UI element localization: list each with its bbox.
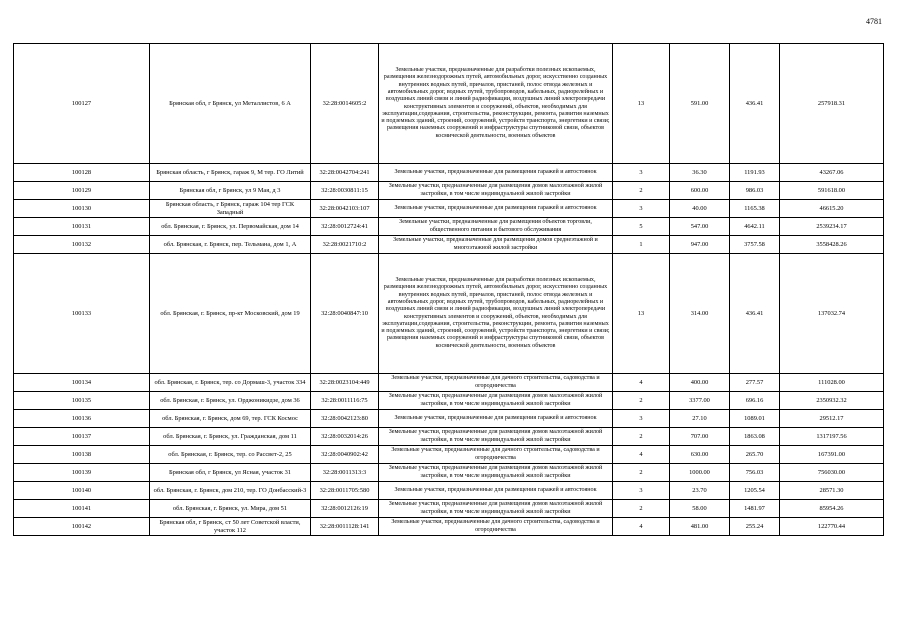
address-cell: Брянская область, г Брянск, гараж 9, М тер. ГО Литий xyxy=(150,164,311,182)
cadastral-number-cell: 32:28:0030811:15 xyxy=(311,182,379,200)
row-number: 100134 xyxy=(14,374,150,392)
purpose-cell: Земельные участки, предназначенные для размещения гаражей и автостоянок xyxy=(379,164,613,182)
group-cell: 2 xyxy=(613,182,670,200)
specific-value-cell: 1205.54 xyxy=(730,482,780,500)
address-cell: Брянская обл, г Брянск, ул Ясная, участок 31 xyxy=(150,464,311,482)
cadastral-value-cell: 1317197.56 xyxy=(780,428,884,446)
table-row xyxy=(14,464,884,482)
specific-value-cell: 265.70 xyxy=(730,446,780,464)
row-number: 100139 xyxy=(14,464,150,482)
group-cell: 4 xyxy=(613,518,670,536)
specific-value-cell: 277.57 xyxy=(730,374,780,392)
cadastral-number-cell: 32:28:0042123:80 xyxy=(311,410,379,428)
area-cell: 314.00 xyxy=(670,254,730,374)
table-row xyxy=(14,410,884,428)
group-cell: 2 xyxy=(613,500,670,518)
cadastral-value-cell: 137032.74 xyxy=(780,254,884,374)
specific-value-cell: 255.24 xyxy=(730,518,780,536)
address-cell: обл. Брянская, г. Брянск, тер. со Дормаш-3, участок 334 xyxy=(150,374,311,392)
cadastral-number-cell: 32:28:0012724:41 xyxy=(311,218,379,236)
page-number: 4781 xyxy=(866,17,882,26)
group-cell: 13 xyxy=(613,44,670,164)
row-number: 100141 xyxy=(14,500,150,518)
purpose-cell: Земельные участки, предназначенные для размещения гаражей и автостоянок xyxy=(379,200,613,218)
table-row xyxy=(14,446,884,464)
group-cell: 2 xyxy=(613,428,670,446)
row-number: 100131 xyxy=(14,218,150,236)
table-row xyxy=(14,500,884,518)
group-cell: 5 xyxy=(613,218,670,236)
cadastral-number-cell: 32:28:0032014:26 xyxy=(311,428,379,446)
cadastral-value-cell: 167391.00 xyxy=(780,446,884,464)
row-number: 100133 xyxy=(14,254,150,374)
cadastral-number-cell: 32:28:0011313:3 xyxy=(311,464,379,482)
row-number: 100130 xyxy=(14,200,150,218)
cadastral-number-cell: 32:28:0023104:449 xyxy=(311,374,379,392)
purpose-cell: Земельные участки, предназначенные для дачного строительства, садоводства и огородничества xyxy=(379,518,613,536)
specific-value-cell: 1191.93 xyxy=(730,164,780,182)
row-number: 100142 xyxy=(14,518,150,536)
cadastral-number-cell: 32:28:0042704:241 xyxy=(311,164,379,182)
cadastral-value-cell: 122770.44 xyxy=(780,518,884,536)
row-number: 100136 xyxy=(14,410,150,428)
purpose-cell: Земельные участки, предназначенные для размещения гаражей и автостоянок xyxy=(379,410,613,428)
specific-value-cell: 756.03 xyxy=(730,464,780,482)
cadastral-value-cell: 591618.00 xyxy=(780,182,884,200)
group-cell: 3 xyxy=(613,482,670,500)
area-cell: 947.00 xyxy=(670,236,730,254)
cadastral-number-cell: 32:28:0040847:10 xyxy=(311,254,379,374)
address-cell: Брянская обл, г Брянск, ст 50 лет Советской власти, участок 112 xyxy=(150,518,311,536)
area-cell: 27.10 xyxy=(670,410,730,428)
specific-value-cell: 1863.08 xyxy=(730,428,780,446)
row-number: 100137 xyxy=(14,428,150,446)
specific-value-cell: 1089.01 xyxy=(730,410,780,428)
specific-value-cell: 436.41 xyxy=(730,254,780,374)
table-row xyxy=(14,200,884,218)
cadastral-number-cell: 32:28:0040902:42 xyxy=(311,446,379,464)
specific-value-cell: 696.16 xyxy=(730,392,780,410)
purpose-cell: Земельные участки, предназначенные для размещения домов среднеэтажной и многоэтажной жилой застройки xyxy=(379,236,613,254)
area-cell: 481.00 xyxy=(670,518,730,536)
row-number: 100135 xyxy=(14,392,150,410)
cadastral-value-table xyxy=(13,43,884,536)
cadastral-value-cell: 257918.31 xyxy=(780,44,884,164)
purpose-cell: Земельные участки, предназначенные для размещения домов малоэтажной жилой застройки, в том числе индивидуальной жилой застройки xyxy=(379,500,613,518)
address-cell: обл. Брянская, г. Брянск, ул. Мира, дом 51 xyxy=(150,500,311,518)
row-number: 100129 xyxy=(14,182,150,200)
cadastral-value-cell: 85954.26 xyxy=(780,500,884,518)
row-number: 100127 xyxy=(14,44,150,164)
address-cell: обл. Брянская, г. Брянск, пр-кт Московский, дом 19 xyxy=(150,254,311,374)
table-row xyxy=(14,182,884,200)
area-cell: 630.00 xyxy=(670,446,730,464)
address-cell: обл. Брянская, г. Брянск, пер. Тельмана, дом 1, А xyxy=(150,236,311,254)
cadastral-number-cell: 32:28:0014605:2 xyxy=(311,44,379,164)
table-row xyxy=(14,428,884,446)
group-cell: 2 xyxy=(613,392,670,410)
cadastral-number-cell: 32:28:0012126:19 xyxy=(311,500,379,518)
purpose-cell: Земельные участки, предназначенные для дачного строительства, садоводства и огородничества xyxy=(379,446,613,464)
purpose-cell: Земельные участки, предназначенные для размещения домов малоэтажной жилой застройки, в том числе индивидуальной жилой застройки xyxy=(379,182,613,200)
group-cell: 3 xyxy=(613,410,670,428)
cadastral-number-cell: 32:28:0011128:141 xyxy=(311,518,379,536)
purpose-cell: Земельные участки, предназначенные для размещения домов малоэтажной жилой застройки, в том числе индивидуальной жилой застройки xyxy=(379,392,613,410)
area-cell: 40.00 xyxy=(670,200,730,218)
group-cell: 3 xyxy=(613,164,670,182)
area-cell: 58.00 xyxy=(670,500,730,518)
cadastral-value-cell: 28571.30 xyxy=(780,482,884,500)
purpose-cell: Земельные участки, предназначенные для разработки полезных ископаемых, размещения железнодорожных путей, автомобильных дорог, искусственно созданных внутренних водных путей, причалов, пристаней, полос отвода железных и автомобильных дорог, водных путей, трубопроводов, кабельных, радиорелейных и воздушных линий связи и линий радиофикации, воздушных линий электропередачи конструктивных элементов и сооружений, объектов, необходимых для эксплуатации,содержания, строительства, реконструкции, ремонта, развития наземных и подземных зданий, строений, сооружений, устройств транспорта, энергетики и связи; размещения наземных сооружений и инфраструктуры спутниковой связи, объектов космической деятельности, военных объектов xyxy=(379,44,613,164)
area-cell: 591.00 xyxy=(670,44,730,164)
address-cell: Брянская область, г Брянск, гараж 104 тер ГСК Западный xyxy=(150,200,311,218)
specific-value-cell: 1165.38 xyxy=(730,200,780,218)
address-cell: обл. Брянская, г. Брянск, дом 210, тер. ГО Донбасский-3 xyxy=(150,482,311,500)
table-row xyxy=(14,374,884,392)
cadastral-value-cell: 2350932.32 xyxy=(780,392,884,410)
area-cell: 23.70 xyxy=(670,482,730,500)
table-row xyxy=(14,218,884,236)
purpose-cell: Земельные участки, предназначенные для разработки полезных ископаемых, размещения железнодорожных путей, автомобильных дорог, искусственно созданных внутренних водных путей, причалов, пристаней, полос отвода железных и автомобильных дорог, водных путей, трубопроводов, кабельных, радиорелейных и воздушных линий связи и линий радиофикации, воздушных линий электропередачи конструктивных элементов и сооружений, объектов, необходимых для эксплуатации,содержания, строительства, реконструкции, ремонта, развития наземных и подземных зданий, строений, сооружений, устройств транспорта, энергетики и связи; размещения наземных сооружений и инфраструктуры спутниковой связи, объектов космической деятельности, военных объектов xyxy=(379,254,613,374)
group-cell: 1 xyxy=(613,236,670,254)
address-cell: обл. Брянская, г. Брянск, тер. со Рассвет-2, 25 xyxy=(150,446,311,464)
group-cell: 13 xyxy=(613,254,670,374)
address-cell: обл. Брянская, г. Брянск, ул. Орджоникидзе, дом 36 xyxy=(150,392,311,410)
table-row xyxy=(14,392,884,410)
area-cell: 547.00 xyxy=(670,218,730,236)
purpose-cell: Земельные участки, предназначенные для дачного строительства, садоводства и огородничества xyxy=(379,374,613,392)
cadastral-number-cell: 32:28:0011116:75 xyxy=(311,392,379,410)
address-cell: Брянская обл, г Брянск, ул Металлистов, 6 А xyxy=(150,44,311,164)
address-cell: обл. Брянская, г. Брянск, ул. Первомайская, дом 14 xyxy=(150,218,311,236)
address-cell: Брянская обл, г Брянск, ул 9 Мая, д 3 xyxy=(150,182,311,200)
cadastral-value-cell: 43267.06 xyxy=(780,164,884,182)
specific-value-cell: 4642.11 xyxy=(730,218,780,236)
table-row xyxy=(14,44,884,164)
row-number: 100128 xyxy=(14,164,150,182)
cadastral-number-cell: 32:28:0011705:580 xyxy=(311,482,379,500)
group-cell: 4 xyxy=(613,446,670,464)
address-cell: обл. Брянская, г. Брянск, ул. Гражданская, дом 11 xyxy=(150,428,311,446)
row-number: 100132 xyxy=(14,236,150,254)
table-row xyxy=(14,236,884,254)
cadastral-value-cell: 111028.00 xyxy=(780,374,884,392)
purpose-cell: Земельные участки, предназначенные для размещения домов малоэтажной жилой застройки, в том числе индивидуальной жилой застройки xyxy=(379,464,613,482)
group-cell: 3 xyxy=(613,200,670,218)
cadastral-number-cell: 32:28:0042103:107 xyxy=(311,200,379,218)
group-cell: 2 xyxy=(613,464,670,482)
cadastral-value-cell: 46615.20 xyxy=(780,200,884,218)
table-row xyxy=(14,518,884,536)
table-row xyxy=(14,482,884,500)
area-cell: 1000.00 xyxy=(670,464,730,482)
cadastral-value-cell: 2539234.17 xyxy=(780,218,884,236)
group-cell: 4 xyxy=(613,374,670,392)
table-row xyxy=(14,254,884,374)
purpose-cell: Земельные участки, предназначенные для размещения гаражей и автостоянок xyxy=(379,482,613,500)
table-row xyxy=(14,164,884,182)
row-number: 100140 xyxy=(14,482,150,500)
area-cell: 707.00 xyxy=(670,428,730,446)
area-cell: 36.30 xyxy=(670,164,730,182)
area-cell: 3377.00 xyxy=(670,392,730,410)
cadastral-value-cell: 756030.00 xyxy=(780,464,884,482)
cadastral-value-cell: 3558428.26 xyxy=(780,236,884,254)
specific-value-cell: 986.03 xyxy=(730,182,780,200)
purpose-cell: Земельные участки, предназначенные для размещения домов малоэтажной жилой застройки, в том числе индивидуальной жилой застройки xyxy=(379,428,613,446)
cadastral-number-cell: 32:28:0021710:2 xyxy=(311,236,379,254)
row-number: 100138 xyxy=(14,446,150,464)
cadastral-value-cell: 29512.17 xyxy=(780,410,884,428)
area-cell: 600.00 xyxy=(670,182,730,200)
specific-value-cell: 3757.58 xyxy=(730,236,780,254)
specific-value-cell: 436.41 xyxy=(730,44,780,164)
area-cell: 400.00 xyxy=(670,374,730,392)
specific-value-cell: 1481.97 xyxy=(730,500,780,518)
purpose-cell: Земельные участки, предназначенные для размещения объектов торговли, общественного питания и бытового обслуживания xyxy=(379,218,613,236)
address-cell: обл. Брянская, г. Брянск, дом 69, тер. ГСК Космос xyxy=(150,410,311,428)
